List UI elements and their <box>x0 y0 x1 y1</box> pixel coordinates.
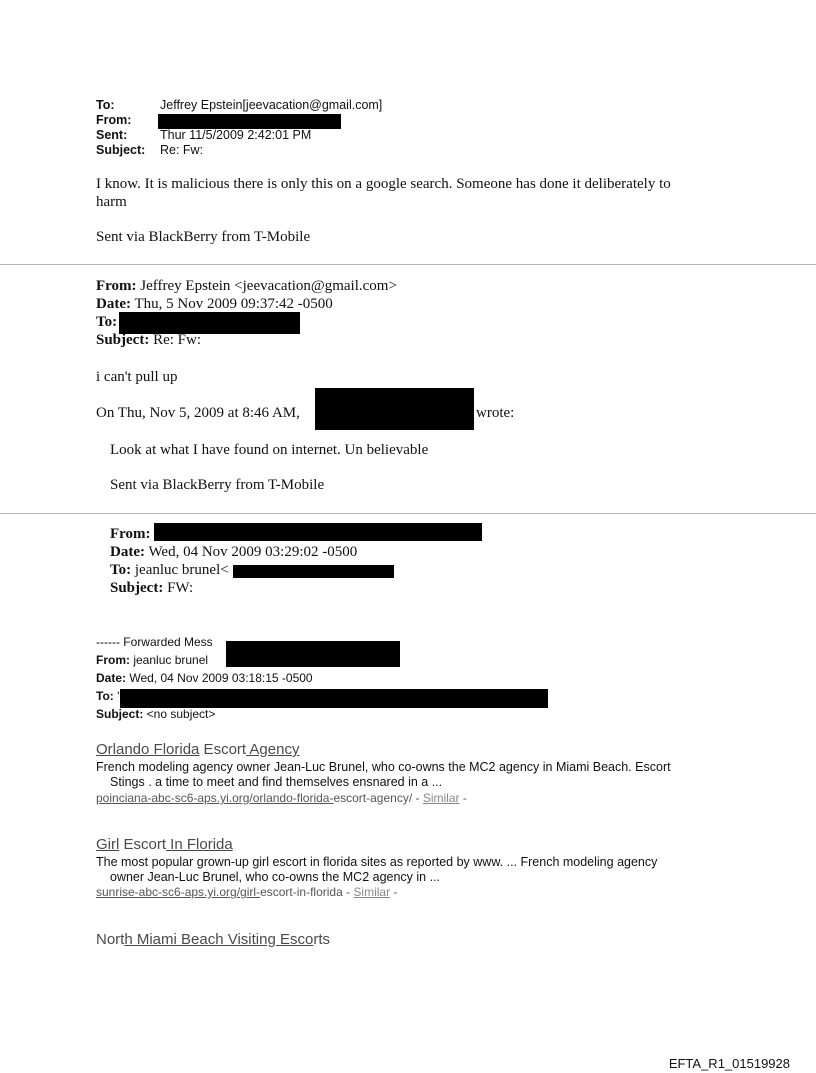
email3-date-value: Wed, 04 Nov 2009 03:29:02 -0500 <box>144 544 358 560</box>
search-result-title-link[interactable] <box>96 931 330 948</box>
result-snippet-line: French modeling agency owner Jean-Luc Brunel, who co-owns the MC2 agency in Miami Beach. Escort <box>96 760 671 774</box>
email2-date-value: Thu, 5 Nov 2009 09:37:42 -0500 <box>130 296 333 312</box>
email2-from-value: Jeffrey Epstein <jeevacation@gmail.com> <box>136 278 397 294</box>
email2-quote-wrote: wrote: <box>476 405 515 421</box>
result-snippet-line: The most popular grown-up girl escort in florida sites as reported by www. ... French modeling agency <box>96 855 658 869</box>
forwarded-subject-value: <no subject> <box>143 707 216 721</box>
redaction-bar <box>315 388 474 430</box>
email2-subject-label: Subject: <box>96 332 150 348</box>
email2-subject <box>96 331 201 349</box>
email3-from <box>110 525 151 543</box>
result-url-line <box>96 885 397 899</box>
forwarded-date <box>96 670 313 687</box>
email2-from <box>96 277 397 295</box>
email3-to-label: To: <box>110 562 132 578</box>
email2-quoted-signature: Sent via BlackBerry from T-Mobile <box>110 477 325 493</box>
email1-to-label: To: <box>96 98 115 112</box>
result-snippet-line: owner Jean-Luc Brunel, who co-owns the MC2 agency in ... <box>110 870 441 884</box>
email3-to-value: jeanluc brunel< <box>131 562 229 578</box>
forwarded-to <box>96 688 119 705</box>
redaction-bar <box>233 565 394 578</box>
email1-signature: Sent via BlackBerry from T-Mobile <box>96 229 311 245</box>
forwarded-from <box>96 652 208 669</box>
email2-body: i can't pull up <box>96 369 178 385</box>
forwarded-from-value: jeanluc brunel <box>130 653 209 667</box>
search-result-title-link[interactable] <box>96 836 233 853</box>
search-result-title-link[interactable] <box>96 741 299 758</box>
redaction-bar <box>158 114 341 129</box>
email3-from-label: From: <box>110 526 151 542</box>
email1-subject-value: Re: Fw: <box>160 143 204 157</box>
result-title-part: h Miami Beach Visiting Esco <box>124 931 314 948</box>
email3-subject-label: Subject: <box>110 580 164 596</box>
email1-to-value: Jeffrey Epstein[jeevacation@gmail.com] <box>160 98 383 112</box>
email2-to-label: To: <box>96 314 118 330</box>
email2-date <box>96 295 333 313</box>
forwarded-header-line: ------ Forwarded Mess <box>96 635 213 649</box>
forwarded-subject <box>96 706 215 723</box>
forwarded-from-label: From: <box>96 653 130 667</box>
email1-body-line1: I know. It is malicious there is only this on a google search. Someone has done it deliberately to <box>96 176 671 192</box>
result-url-link[interactable]: poinciana-abc-sc6-aps.yi.org/orlando-florida- <box>96 791 334 805</box>
result-title-part: Agency <box>246 741 300 758</box>
separator-line <box>0 513 816 514</box>
email3-date <box>110 543 357 561</box>
redaction-bar <box>154 523 482 541</box>
separator-line <box>0 264 816 265</box>
email1-body-line2: harm <box>96 194 127 210</box>
similar-link[interactable]: Similar <box>353 885 391 899</box>
email1-sent-label: Sent: <box>96 128 128 142</box>
result-url-text: escort-in-florida - <box>260 885 354 899</box>
forwarded-to-value: ' <box>113 689 120 703</box>
email1-from-label: From: <box>96 113 132 127</box>
email3-subject-value: FW: <box>163 580 194 596</box>
email2-quoted-body: Look at what I have found on internet. Un believable <box>110 442 429 458</box>
result-url-dash: - <box>459 791 467 805</box>
forwarded-date-label: Date: <box>96 671 127 685</box>
email3-date-label: Date: <box>110 544 145 560</box>
result-url-link[interactable]: sunrise-abc-sc6-aps.yi.org/girl- <box>96 885 261 899</box>
result-title-part: Escort <box>199 741 247 758</box>
forwarded-to-label: To: <box>96 689 114 703</box>
email1-sent-value: Thur 11/5/2009 2:42:01 PM <box>160 128 312 142</box>
email2-subject-value: Re: Fw: <box>149 332 202 348</box>
redaction-bar <box>226 641 400 667</box>
forwarded-date-value: Wed, 04 Nov 2009 03:18:15 -0500 <box>126 671 313 685</box>
email2-date-label: Date: <box>96 296 131 312</box>
result-snippet-line: Stings . a time to meet and find themselves ensnared in a ... <box>110 775 443 789</box>
similar-link[interactable]: Similar <box>422 791 460 805</box>
forwarded-subject-label: Subject: <box>96 707 144 721</box>
result-url-line <box>96 791 467 805</box>
result-title-part: In Florida <box>166 836 233 853</box>
email2-from-label: From: <box>96 278 137 294</box>
document-id: EFTA_R1_01519928 <box>668 1056 790 1071</box>
result-title-part: Orlando Florida <box>96 741 200 758</box>
result-url-dash: - <box>390 885 398 899</box>
result-title-part: Nort <box>96 931 125 948</box>
email3-subject <box>110 579 193 597</box>
email1-subject-label: Subject: <box>96 143 146 157</box>
result-title-part: Escort <box>119 836 167 853</box>
result-title-part: Girl <box>96 836 120 853</box>
email3-to <box>110 561 229 579</box>
result-url-text: escort-agency/ - <box>333 791 423 805</box>
email2-to <box>96 313 117 331</box>
email2-quote-intro: On Thu, Nov 5, 2009 at 8:46 AM, <box>96 405 300 421</box>
result-title-part: rts <box>313 931 330 948</box>
